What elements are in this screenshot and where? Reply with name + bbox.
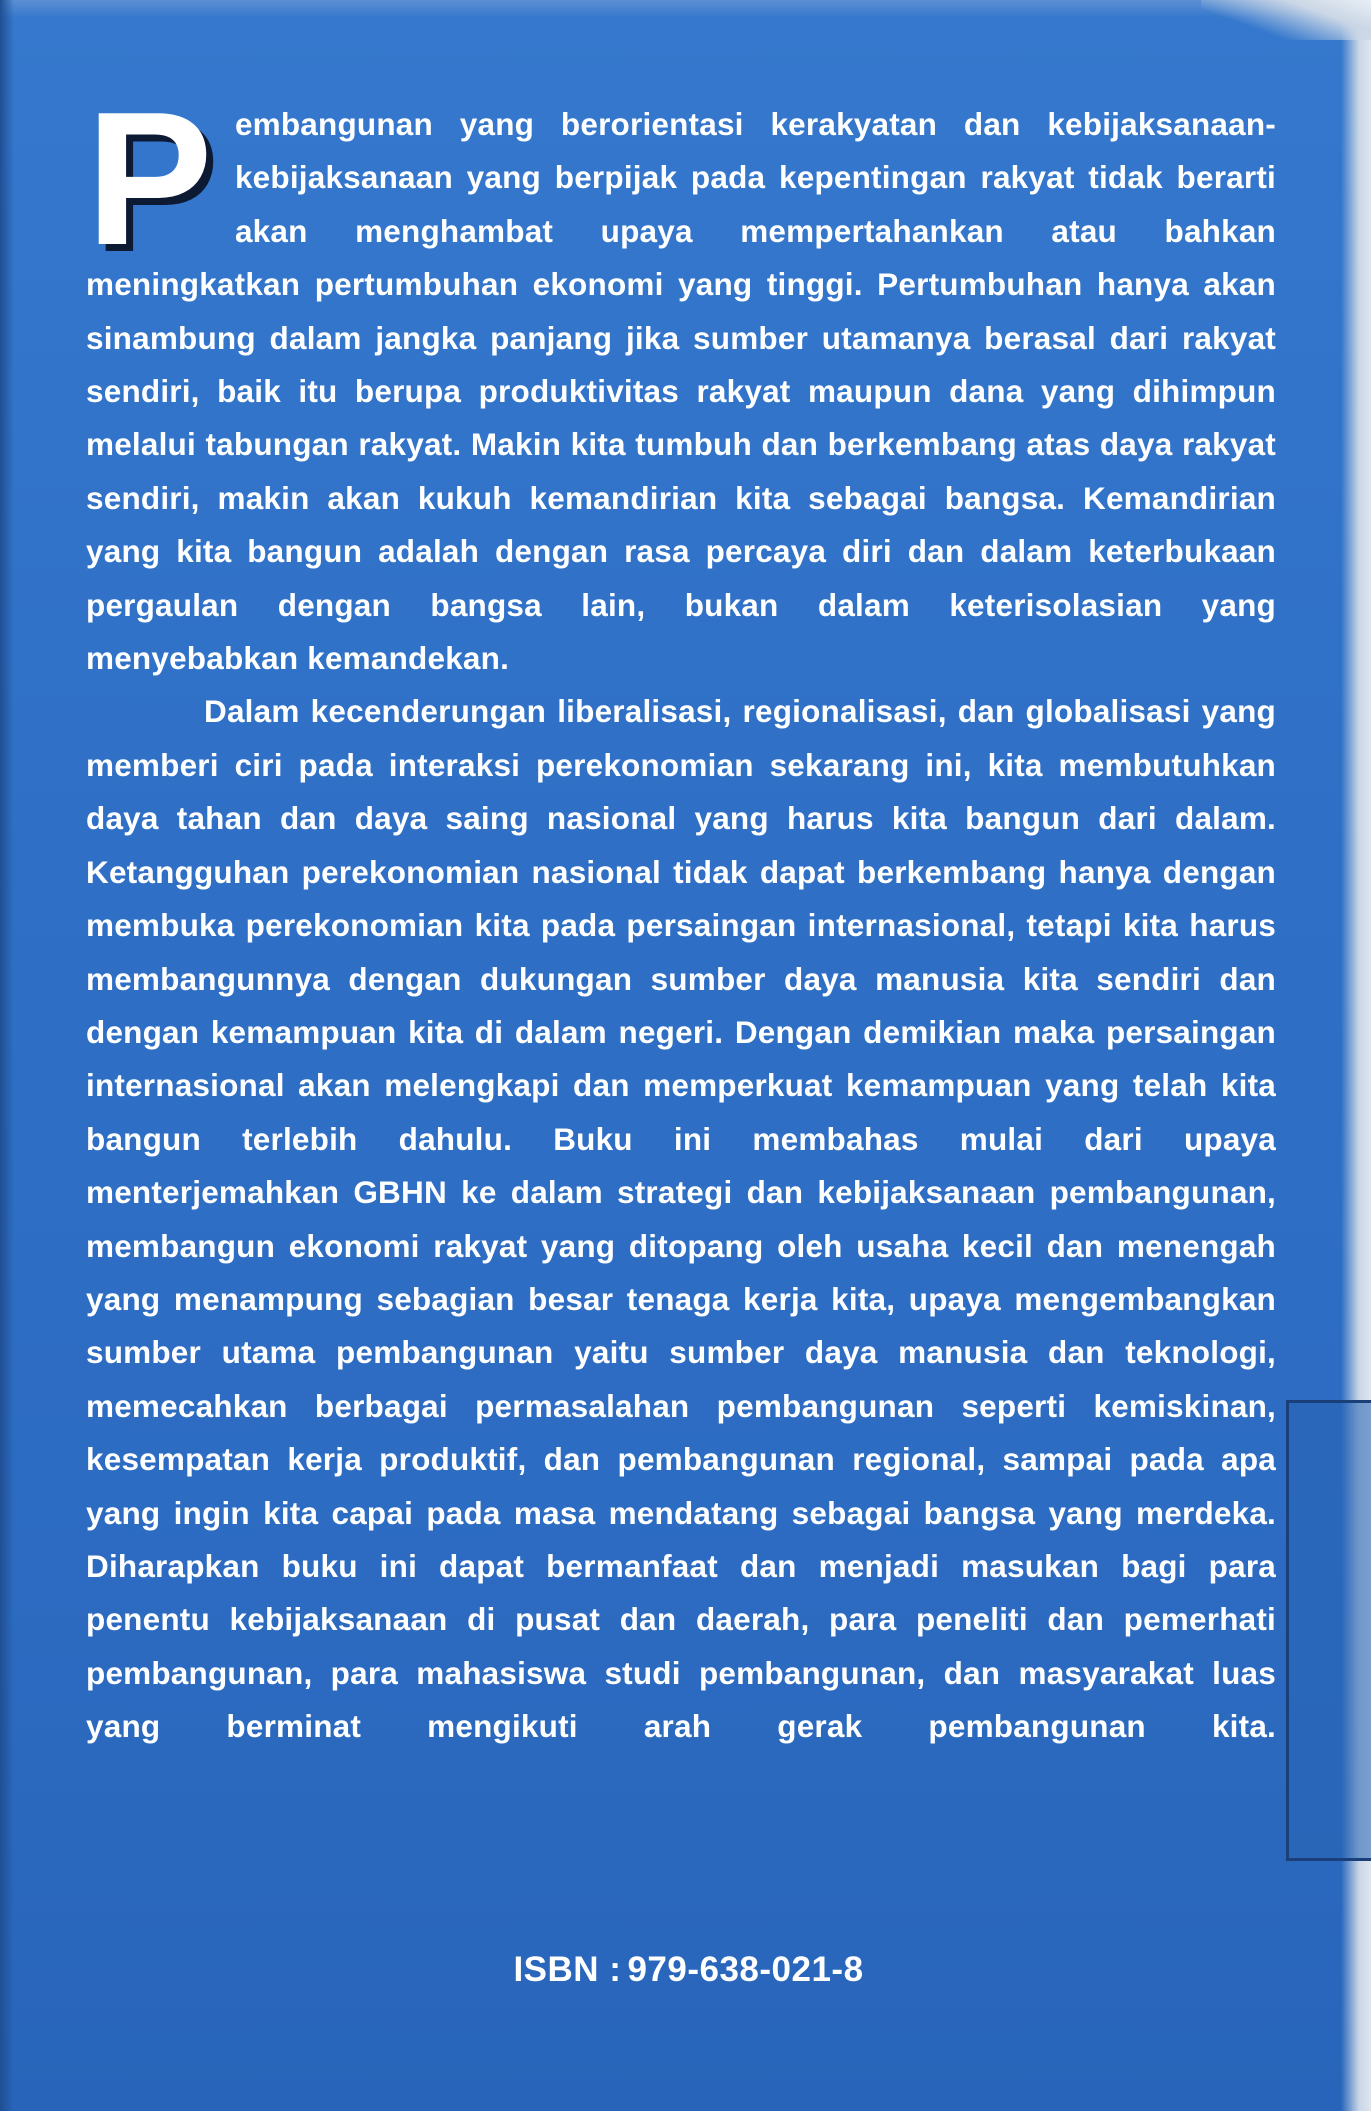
cover-left-edge <box>0 0 14 2111</box>
blurb-paragraph-2: Dalam kecenderungan liberalisasi, regionalisasi, dan globalisasi yang memberi ciri pada interaksi perekonomian sekarang ini, kita membutuhkan daya tahan dan daya saing nasional yang harus kita bangun dari dalam. Ketangguhan perekonomian nasional tidak dapat berkembang hanya dengan membuka perekonomian kita pada persaingan internasional, tetapi kita harus membangunnya dengan dukungan sumber daya manusia kita sendiri dan dengan kemampuan kita di dalam negeri. Dengan demikian maka persaingan internasional akan melengkapi dan memperkuat kemampuan yang telah kita bangun terlebih dahulu. Buku ini membahas mulai dari upaya menterjemahkan GBHN ke dalam strategi dan kebijaksanaan pembangunan, membangun ekonomi rakyat yang ditopang oleh usaha kecil dan menengah yang menampung sebagian besar tenaga kerja kita, upaya mengembangkan sumber utama pembangunan yaitu sumber daya manusia dan teknologi, memecahkan berbagai permasalahan pembangunan seperti kemiskinan, kesempatan kerja produktif, dan pembangunan regional, sampai pada apa yang ingin kita capai pada masa mendatang sebagai bangsa yang merdeka. Diharapkan buku ini dapat bermanfaat dan menjadi masukan bagi para penentu kebijaksanaan di pusat dan daerah, para peneliti dan pemerhati pembangunan, para mahasiswa studi pembangunan, dan masyarakat luas yang berminat mengikuti arah gerak pembangunan kita. <box>86 693 1276 1745</box>
isbn-label: ISBN : <box>513 1950 622 1989</box>
isbn-number: 979-638-021-8 <box>627 1950 864 1989</box>
blurb-paragraph-1 <box>86 73 1276 685</box>
isbn <box>0 1950 1371 1990</box>
cover-corner-wear <box>1201 0 1371 40</box>
drop-cap-letter: P <box>86 73 213 285</box>
cover-top-edge <box>0 0 1371 18</box>
blurb-text <box>86 73 1276 1754</box>
blurb-paragraph-1-text: embangunan yang berorientasi kerakyatan dan kebijaksanaan-kebijaksanaan yang berpijak pada kepentingan rakyat tidak berarti akan menghambat upaya mempertahankan atau bahkan meningkatkan pertumbuhan ekonomi yang tinggi. Pertumbuhan hanya akan sinambung dalam jangka panjang jika sumber utamanya berasal dari rakyat sendiri, baik itu berupa produktivitas rakyat maupun dana yang dihimpun melalui tabungan rakyat. Makin kita tumbuh dan berkembang atas daya rakyat sendiri, makin akan kukuh kemandirian kita sebagai bangsa. Kemandirian yang kita bangun adalah dengan rasa percaya diri dan dalam keterbukaan pergaulan dengan bangsa lain, bukan dalam keterisolasian yang menyebabkan kemandekan. <box>86 106 1276 677</box>
library-label-outline <box>1286 1400 1371 1861</box>
